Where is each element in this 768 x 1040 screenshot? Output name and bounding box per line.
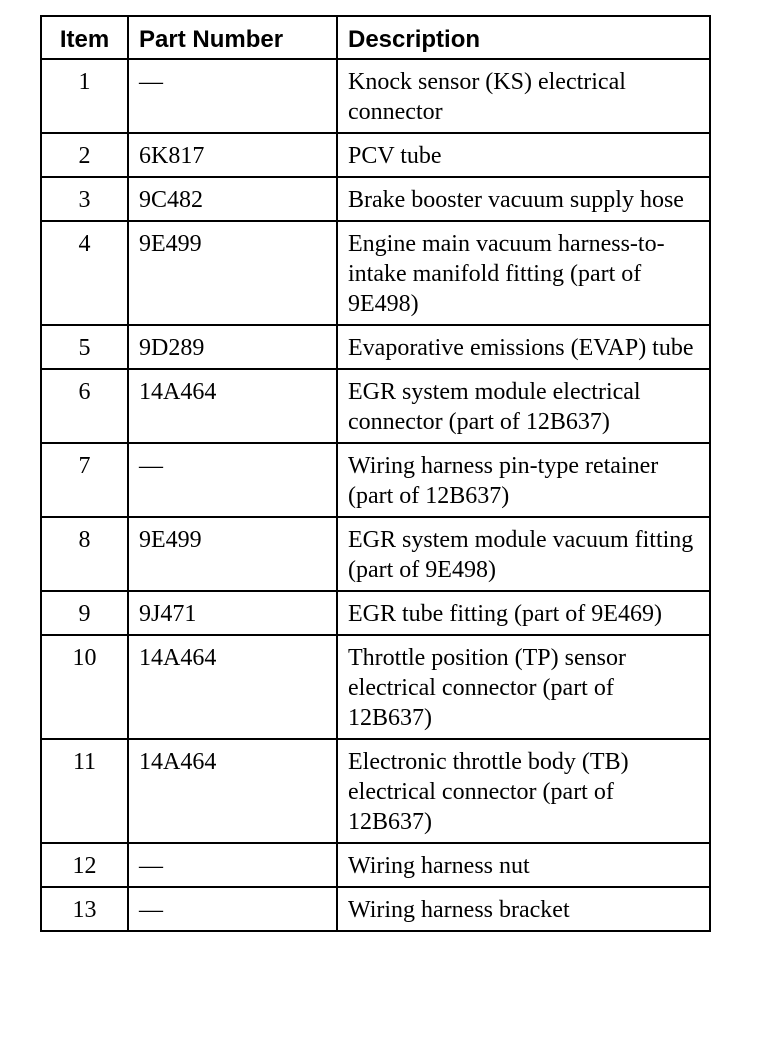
item-cell: 5	[41, 325, 128, 369]
part-number-cell: —	[128, 843, 337, 887]
part-number-cell: —	[128, 59, 337, 133]
item-cell: 7	[41, 443, 128, 517]
item-cell: 11	[41, 739, 128, 843]
table-row	[41, 635, 710, 739]
description-cell: Wiring harness nut	[337, 843, 710, 887]
table-row	[41, 517, 710, 591]
table-row	[41, 443, 710, 517]
item-cell: 6	[41, 369, 128, 443]
table-body	[41, 59, 710, 931]
description-cell: Wiring harness bracket	[337, 887, 710, 931]
item-cell: 12	[41, 843, 128, 887]
item-cell: 10	[41, 635, 128, 739]
item-cell: 3	[41, 177, 128, 221]
part-number-cell: 14A464	[128, 739, 337, 843]
description-cell: EGR system module vacuum fitting (part of 9E498)	[337, 517, 710, 591]
description-cell: EGR system module electrical connector (part of 12B637)	[337, 369, 710, 443]
item-cell: 13	[41, 887, 128, 931]
part-number-cell: 6K817	[128, 133, 337, 177]
description-cell: Evaporative emissions (EVAP) tube	[337, 325, 710, 369]
description-cell: Wiring harness pin-type retainer (part of 12B637)	[337, 443, 710, 517]
part-number-cell: 9C482	[128, 177, 337, 221]
description-cell: Knock sensor (KS) electrical connector	[337, 59, 710, 133]
table-row	[41, 133, 710, 177]
part-number-cell: 9E499	[128, 517, 337, 591]
column-header-part-number: Part Number	[128, 16, 337, 59]
column-header-description: Description	[337, 16, 710, 59]
item-cell: 8	[41, 517, 128, 591]
table-row	[41, 325, 710, 369]
description-cell: Engine main vacuum harness-to-intake manifold fitting (part of 9E498)	[337, 221, 710, 325]
column-header-item: Item	[41, 16, 128, 59]
part-number-cell: 9E499	[128, 221, 337, 325]
description-cell: Electronic throttle body (TB) electrical connector (part of 12B637)	[337, 739, 710, 843]
part-number-cell: 14A464	[128, 369, 337, 443]
item-cell: 1	[41, 59, 128, 133]
description-cell: EGR tube fitting (part of 9E469)	[337, 591, 710, 635]
part-number-cell: —	[128, 887, 337, 931]
header-row	[41, 16, 710, 59]
part-number-cell: 9D289	[128, 325, 337, 369]
table-row	[41, 591, 710, 635]
description-cell: PCV tube	[337, 133, 710, 177]
description-cell: Brake booster vacuum supply hose	[337, 177, 710, 221]
description-cell: Throttle position (TP) sensor electrical connector (part of 12B637)	[337, 635, 710, 739]
table-row	[41, 739, 710, 843]
parts-table	[40, 15, 711, 932]
item-cell: 2	[41, 133, 128, 177]
table-row	[41, 59, 710, 133]
table-row	[41, 843, 710, 887]
table-row	[41, 369, 710, 443]
table-row	[41, 887, 710, 931]
table-row	[41, 177, 710, 221]
part-number-cell: 9J471	[128, 591, 337, 635]
table-row	[41, 221, 710, 325]
part-number-cell: 14A464	[128, 635, 337, 739]
item-cell: 9	[41, 591, 128, 635]
part-number-cell: —	[128, 443, 337, 517]
item-cell: 4	[41, 221, 128, 325]
